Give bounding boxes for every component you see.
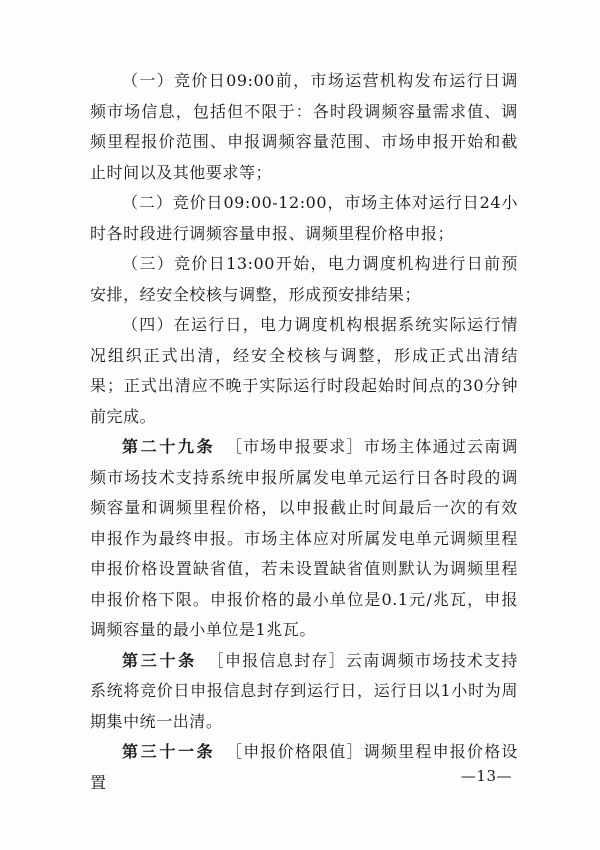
article-29-heading: 第二十九条 xyxy=(122,437,216,456)
paragraph-1 xyxy=(90,66,518,188)
paragraph-2 xyxy=(90,188,518,249)
paragraph-4 xyxy=(90,310,518,432)
document-body xyxy=(90,66,518,798)
article-30-text: ［申报信息封存］云南调频市场技术支持系统将竞价日申报信息封存到运行日，运行日以1小时为周期集中统一出清。 xyxy=(90,650,518,731)
article-31-text: ［申报价格限值］调频里程申报价格设置 xyxy=(90,742,518,792)
paragraph-1-text: （一）竞价日09:00前，市场运营机构发布运行日调频市场信息，包括但不限于：各时段调频容量需求值、调频里程报价范围、申报调频容量范围、市场申报开始和截止时间以及其他要求等； xyxy=(90,71,518,182)
article-31 xyxy=(90,737,518,798)
paragraph-4-text: （四）在运行日，电力调度机构根据系统实际运行情况组织正式出清，经安全校核与调整，形成正式出清结果；正式出清应不晚于实际运行时段起始时间点的30分钟前完成。 xyxy=(90,315,518,426)
article-30-heading: 第三十条 xyxy=(122,650,197,670)
paragraph-3-text: （三）竞价日13:00开始，电力调度机构进行日前预安排，经安全校核与调整，形成预安排结果； xyxy=(90,254,518,304)
article-29-text: ［市场申报要求］市场主体通过云南调频市场技术支持系统申报所属发电单元运行日各时段的调频容量和调频里程价格，以申报截止时间最后一次的有效申报作为最终申报。市场主体应对所属发电单元调频里程申报价格设置缺省值，若未设置缺省值则默认为调频里程申报价格下限。申报价格的最小单位是0.1元/兆瓦，申报调频容量的最小单位是1兆瓦。 xyxy=(90,437,518,639)
article-29 xyxy=(90,432,518,646)
article-30 xyxy=(90,646,518,738)
article-31-heading: 第三十一条 xyxy=(122,742,216,761)
page-number: —13— xyxy=(460,767,512,785)
paragraph-2-text: （二）竞价日09:00-12:00，市场主体对运行日24小时各时段进行调频容量申报、调频里程价格申报； xyxy=(90,193,518,243)
paragraph-3 xyxy=(90,249,518,310)
